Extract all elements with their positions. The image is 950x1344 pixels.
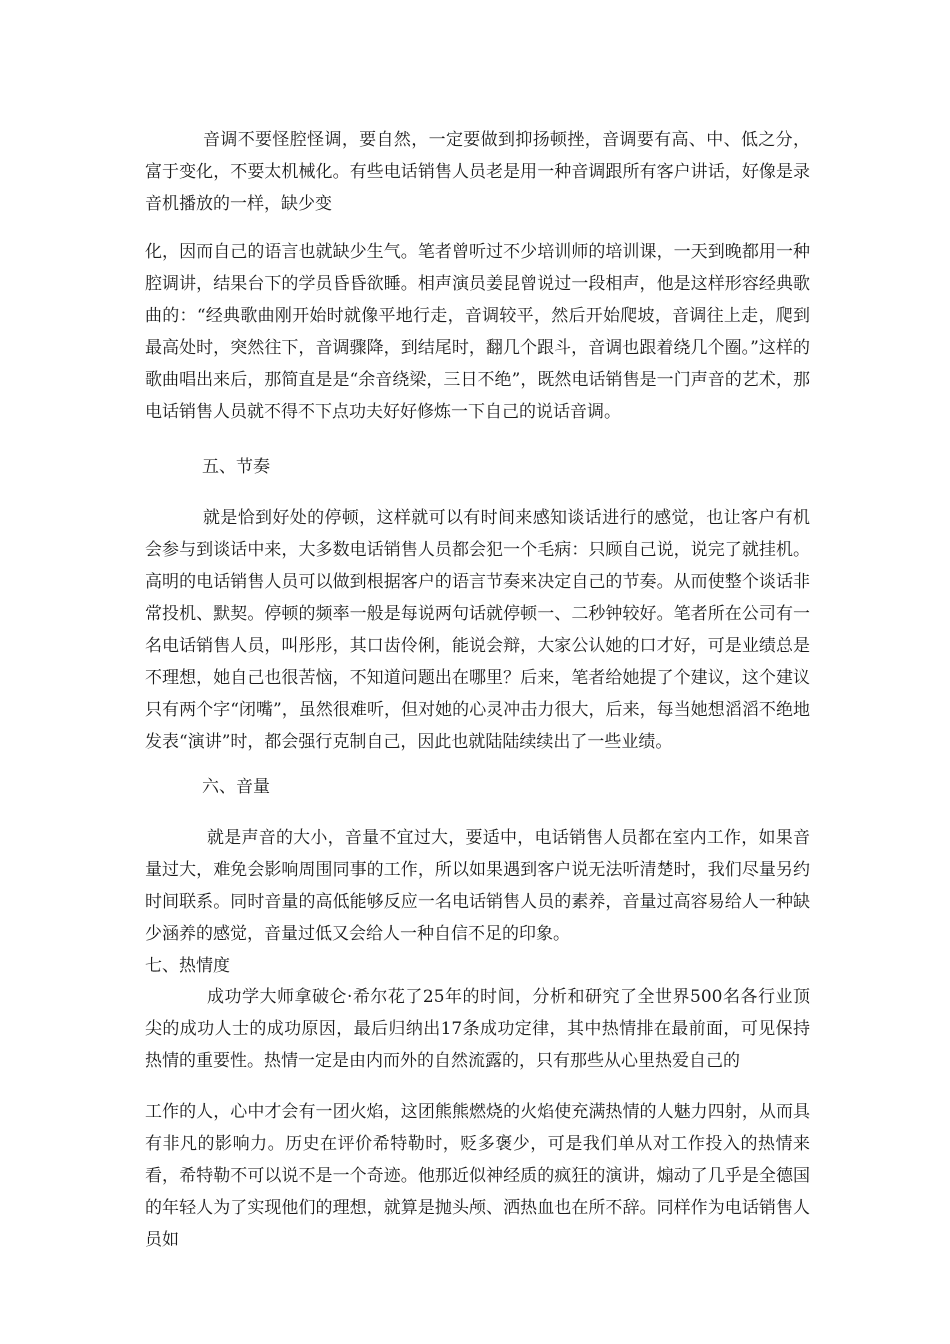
paragraph-enthusiasm: 成功学大师拿破仑·希尔花了25年的时间，分析和研究了全世界500名各行业顶尖的成功人士的成功原因，最后归纳出17条成功定律，其中热情排在最前面，可见保持热情的重要性。热情一定是由内而外的自然流露的，只有那些从心里热爱自己的: [145, 987, 810, 1071]
paragraph-rhythm: 就是恰到好处的停顿，这样就可以有时间来感知谈话进行的感觉，也让客户有机会参与到谈话中来，大多数电话销售人员都会犯一个毛病：只顾自己说，说完了就挂机。高明的电话销售人员可以做到根据客户的语言节奏来决定自己的节奏。从而使整个谈话非常投机、默契。停顿的频率一般是每说两句话就停顿一、二秒钟较好。笔者所在公司有一名电话销售人员，叫彤彤，其口齿伶俐，能说会辩，大家公认她的口才好，可是业绩总是不理想，她自己也很苦恼，不知道问题出在哪里？后来，笔者给她提了个建议，这个建议只有两个字“闭嘴”，虽然很难听，但对她的心灵冲击力很大，后来，每当她想滔滔不绝地发表“演讲”时，都会强行克制自己，因此也就陆陆续续出了一些业绩。: [145, 508, 810, 752]
heading-volume: 六、音量: [202, 777, 270, 797]
paragraph-volume: 就是声音的大小，音量不宜过大，要适中，电话销售人员都在室内工作，如果音量过大，难免会影响周围同事的工作，所以如果遇到客户说无法听清楚时，我们尽量另约时间联系。同时音量的高低能够反应一名电话销售人员的素养，音量过高容易给人一种缺少涵养的感觉，音量过低又会给人一种自信不足的印象。: [145, 828, 810, 944]
heading-rhythm: 五、节奏: [202, 457, 270, 477]
heading-enthusiasm: 七、热情度: [145, 956, 230, 976]
paragraph-intonation-continued: 化，因而自己的语言也就缺少生气。笔者曾听过不少培训师的培训课，一天到晚都用一种腔调讲，结果台下的学员昏昏欲睡。相声演员姜昆曾说过一段相声，他是这样形容经典歌曲的：“经典歌曲刚开始时就像平地行走，音调较平，然后开始爬坡，音调往上走，爬到最高处时，突然往下，音调骤降，到结尾时，翻几个跟斗，音调也跟着绕几个圈。”这样的歌曲唱出来后，那简直是是“余音绕梁，三日不绝”，既然电话销售是一门声音的艺术，那电话销售人员就不得不下点功夫好好修炼一下自己的说话音调。: [145, 242, 810, 422]
paragraph-enthusiasm-continued: 工作的人，心中才会有一团火焰，这团熊熊燃烧的火焰使充满热情的人魅力四射，从而具有非凡的影响力。历史在评价希特勒时，贬多褒少，可是我们单从对工作投入的热情来看，希特勒不可以说不是一个奇迹。他那近似神经质的疯狂的演讲，煽动了几乎是全德国的年轻人为了实现他们的理想，就算是抛头颅、洒热血也在所不辞。同样作为电话销售人员如: [145, 1102, 810, 1250]
paragraph-intonation: 音调不要怪腔怪调，要自然，一定要做到抑扬顿挫，音调要有高、中、低之分，富于变化，不要太机械化。有些电话销售人员老是用一种音调跟所有客户讲话，好像是录音机播放的一样，缺少变: [145, 130, 810, 214]
